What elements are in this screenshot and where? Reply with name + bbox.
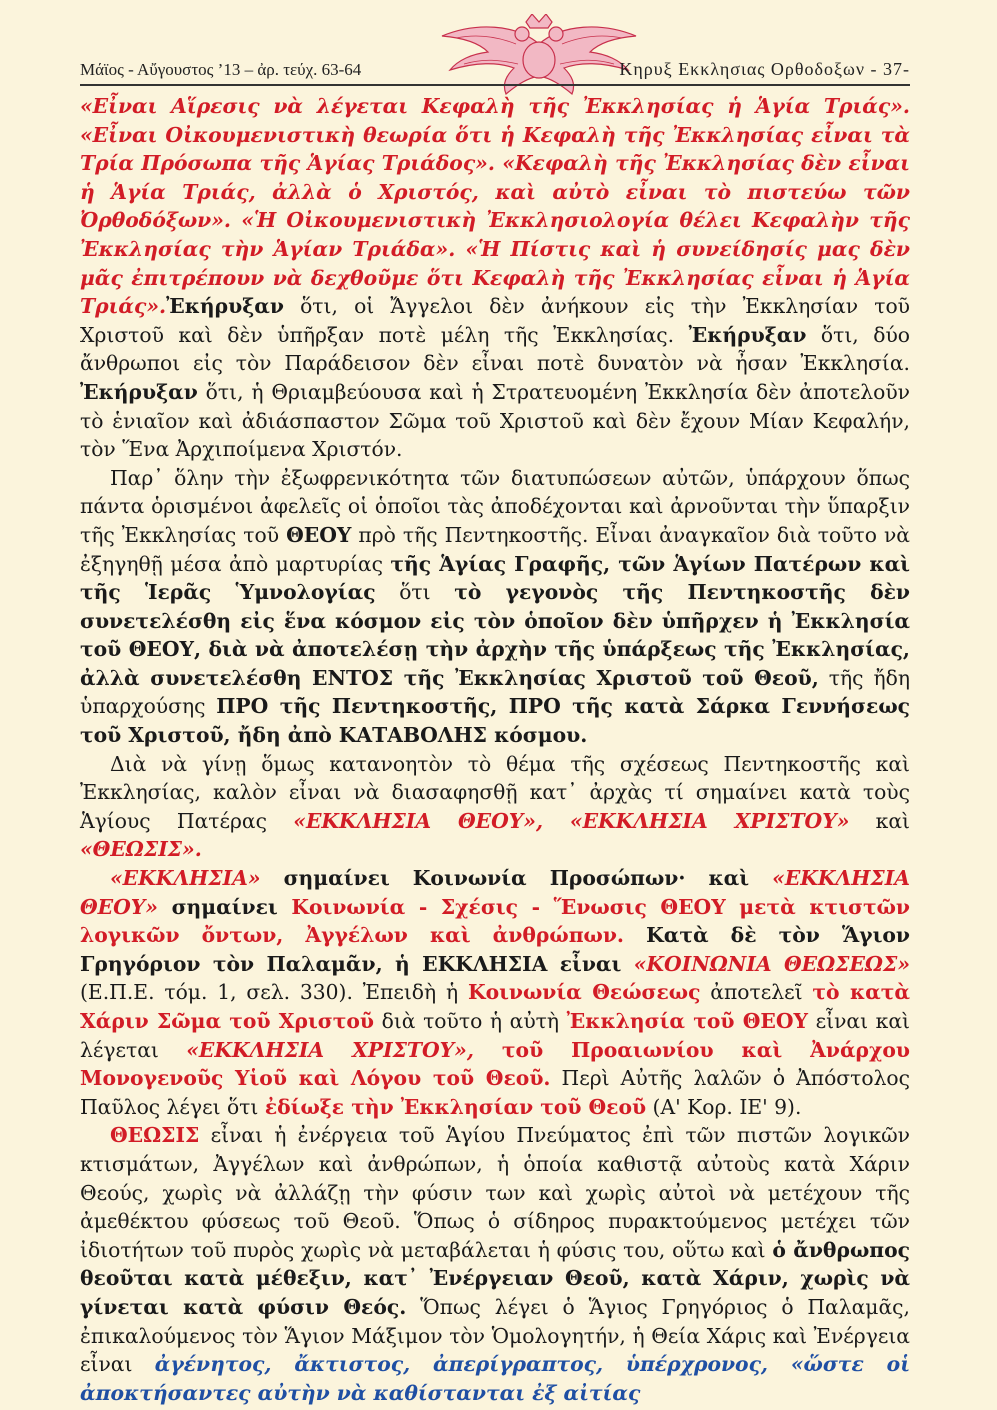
keyword-ekiryxan: Ἐκήρυξαν: [166, 294, 284, 319]
quoted-statements: «Εἶναι Αἵρεσις νὰ λέγεται Κεφαλὴ τῆς Ἐκκλησίας ἡ Ἁγία Τριάς». «Εἶναι Οἰκουμενιστικὴ θεωρία ὅτι ἡ Κεφαλὴ τῆς Ἐκκλησίας εἶναι τὰ Τρία Πρόσωπα τῆς Ἁγίας Τριάδος». «Κεφαλὴ τῆς Ἐκκλησίας δὲν εἶναι ἡ Ἁγία Τριάς, ἀλλὰ ὁ Χριστός, καὶ αὐτὸ εἶναι τὸ πιστεύω τῶν Ὀρθοδόξων». «Ἡ Οἰκουμενιστικὴ Ἐκκλησιολογία θέλει Κεφαλὴν τῆς Ἐκκλησίας τὴν Ἁγίαν Τριάδα». «Ἡ Πίστις καὶ ἡ συνείδησίς μας δὲν μᾶς ἐπιτρέπουν νὰ δεχθοῦμε ὅτι Κεφαλὴ τῆς Ἐκκλησίας εἶναι ἡ Ἁγία Τριάς».: [80, 94, 910, 319]
text: πρὸ τῆς Πεντηκοστῆς. Εἶναι ἀναγκαῖον διὰ τοῦτο νὰ ἐξηγηθῇ μέσα ἀπὸ μαρτυρίας: [80, 522, 910, 576]
page-header: [80, 38, 910, 86]
emphasis: σημαίνει: [157, 894, 292, 919]
text: εἶναι ἡ ἐνέργεια τοῦ Ἁγίου Πνεύματος ἐπὶ τῶν πιστῶν λογικῶν κτισμάτων, Ἀγγέλων καὶ ἀνθρώπων, ἡ ὁποία καθιστᾷ αὐτοὺς κατὰ Χάριν Θεούς, χωρὶς νὰ ἀλλάζῃ τὴν φύσιν των καὶ χωρὶς αὐτοὶ νὰ μετέχουν τῆς ἀμεθέκτου φύσεως τοῦ Θεοῦ. Ὅπως ὁ σίδηρος πυρακτούμενος μετέχει τῶν ἰδιοτήτων τοῦ πυρὸς χωρὶς νὰ μεταβάλεται ἡ φύσις του, οὕτω καὶ: [80, 1123, 910, 1262]
text: Διὰ νὰ γίνῃ ὅμως κατανοητὸν τὸ θέμα τῆς σχέσεως Πεντηκοστῆς καὶ Ἐκκλησίας, καλὸν εἶναι νὰ διασαφησθῇ κατ᾽ ἀρχὰς τί σημαίνει κατὰ τοὺς Ἁγίους Πατέρας: [80, 751, 910, 833]
red-emphasis: ΘΕΩΣΙΣ: [110, 1123, 200, 1148]
red-emphasis: «ΕΚΚΛΗΣΙΑ ΧΡΙΣΤΟΥ»,: [186, 1037, 474, 1062]
red-emphasis: «ΕΚΚΛΗΣΙΑ»: [110, 866, 261, 891]
text: (Α' Κορ. ΙΕ' 9).: [646, 1094, 802, 1119]
emphasis: ΠΡΟ τῆς Πεντηκοστῆς, ΠΡΟ τῆς κατὰ Σάρκα Γεννήσεως τοῦ Χριστοῦ, ἤδη ἀπὸ ΚΑΤΑΒΟΛΗΣ κόσμου.: [80, 694, 910, 748]
journal-title-page-number: Κηρυξ Εκκλησιας Ορθοδοξων - 37-: [619, 59, 910, 79]
red-emphasis: «ΕΚΚΛΗΣΙΑ ΘΕΟΥ»: [80, 866, 910, 919]
blue-emphasis: ἀγένητος, ἄκτιστος, ἀπερίγραπτος, ὑπέρχρονος, «ὥστε οἱ ἀποκτήσαντες αὐτὴν νὰ καθίστανται ἐξ αἰτίας: [80, 1352, 911, 1405]
emphasis: τὸ γεγονὸς τῆς Πεντηκοστῆς δὲν συνετελέσθη εἰς ἕνα κόσμον εἰς τὸν ὁποῖον δὲν ὑπῆρχεν ἡ Ἐκκλησία τοῦ ΘΕΟΥ, διὰ νὰ ἀποτελέσῃ τὴν ἀρχὴν τῆς ὑπάρξεως τῆς Ἐκκλησίας, ἀλλὰ συνετελέσθη ΕΝΤΟΣ τῆς Ἐκκλησίας Χριστοῦ τοῦ Θεοῦ,: [80, 580, 911, 690]
red-emphasis: «ΕΚΚΛΗΣΙΑ ΘΕΟΥ», «ΕΚΚΛΗΣΙΑ ΧΡΙΣΤΟΥ»: [293, 808, 850, 833]
text: εἶναι καὶ λέγεται: [80, 1009, 910, 1062]
emphasis: Κατὰ δὲ τὸν Ἅγιον Γρηγόριον τὸν Παλαμᾶν, ἡ ΕΚΚΛΗΣΙΑ εἶναι: [80, 923, 910, 976]
text: τῆς ἤδη ὑπαρχούσης: [80, 665, 910, 719]
article-body: [80, 92, 910, 1407]
red-emphasis: Κοινωνία Θεώσεως: [467, 980, 701, 1005]
red-emphasis: τὸ κατὰ Χάριν Σῶμα τοῦ Χριστοῦ: [80, 980, 910, 1033]
keyword-ekiryxan: Ἐκήρυξαν: [80, 379, 198, 404]
text: Περὶ Αὐτῆς λαλῶν ὁ Ἀπόστολος Παῦλος λέγει ὅτι: [80, 1066, 910, 1119]
text: ὅτι, οἱ Ἄγγελοι δὲν ἀνήκουν εἰς τὴν Ἐκκλησίαν τοῦ Χριστοῦ καὶ δὲν ὑπῆρξαν ποτὲ μέλη τῆς Ἐκκλησίας.: [80, 294, 910, 347]
red-emphasis: Ἐκκλησία τοῦ ΘΕΟΥ: [566, 1009, 808, 1033]
text: Ὅπως λέγει ὁ Ἅγιος Γρηγόριος ὁ Παλαμᾶς, ἐπικαλούμενος τὸν Ἅγιον Μάξιμον τὸν Ὁμολογητήν, ἡ Θεία Χάρις καὶ Ἐνέργεια εἶναι: [80, 1294, 910, 1377]
text: ἀποτελεῖ: [700, 980, 813, 1005]
red-emphasis: ἐδίωξε τὴν Ἐκκλησίαν τοῦ Θεοῦ: [264, 1094, 647, 1119]
paragraph-1: [80, 92, 910, 464]
paragraph-5: [80, 1121, 910, 1407]
issue-info: Μάϊος - Αὔγουστος ’13 – ἀρ. τεύχ. 63-64: [80, 60, 362, 79]
paragraph-2: [80, 464, 910, 750]
red-emphasis: τοῦ Προαιωνίου καὶ Ἀνάρχου Μονογενοῦς Υἱοῦ καὶ Λόγου τοῦ Θεοῦ.: [80, 1037, 910, 1091]
keyword-ekiryxan: Ἐκήρυξαν: [688, 322, 807, 347]
text: ὅτι, δύο ἄνθρωποι εἰς τὸν Παράδεισον δὲν εἶναι ποτὲ δυνατὸν νὰ ἦσαν Ἐκκλησία.: [80, 322, 910, 376]
text: Παρ᾽ ὅλην τὴν ἐξωφρενικότητα τῶν διατυπώσεων αὐτῶν, ὑπάρχουν ὅπως πάντα ὁρισμένοι ἀφελεῖς οἱ ὁποῖοι τὰς ἀποδέχονται καὶ ἀρνοῦνται τὴν ὕπαρξιν τῆς Ἐκκλησίας τοῦ: [80, 465, 910, 547]
paragraph-3: [80, 750, 910, 864]
emphasis: σημαίνει Κοινωνία Προσώπων· καὶ: [260, 866, 773, 891]
emphasis: ΘΕΟΥ: [286, 522, 352, 547]
text: (Ε.Π.Ε. τόμ. 1, σελ. 330). Ἐπειδὴ ἡ: [80, 980, 468, 1005]
text: ὅτι, ἡ Θριαμβεύουσα καὶ ἡ Στρατευομένη Ἐκκλησία δὲν ἀποτελοῦν τὸ ἑνιαῖον καὶ ἀδιάσπαστον Σῶμα τοῦ Χριστοῦ καὶ δὲν ἔχουν Μίαν Κεφαλήν, τὸν Ἕνα Ἀρχιποίμενα Χριστόν.: [80, 379, 910, 462]
text: καὶ: [849, 808, 910, 833]
red-emphasis: «ΚΟΙΝΩΝΙΑ ΘΕΩΣΕΩΣ»: [633, 951, 910, 976]
red-emphasis: «ΘΕΩΣΙΣ».: [80, 837, 202, 862]
emphasis: ὁ ἄνθρωπος θεοῦται κατὰ μέθεξιν, κατ᾽ Ἐνέργειαν Θεοῦ, κατὰ Χάριν, χωρὶς νὰ γίνεται κατὰ φύσιν Θεός.: [80, 1237, 910, 1319]
text: ὅτι: [375, 580, 455, 605]
emphasis: τῆς Ἁγίας Γραφῆς, τῶν Ἁγίων Πατέρων καὶ τῆς Ἱερᾶς Ὑμνολογίας: [80, 551, 910, 605]
header-rule: [80, 84, 910, 86]
text: διὰ τοῦτο ἡ αὐτὴ: [374, 1009, 567, 1033]
red-emphasis: Κοινωνία - Σχέσις - Ἕνωσις ΘΕΟΥ μετὰ κτιστῶν λογικῶν ὄντων, Ἀγγέλων καὶ ἀνθρώπων.: [80, 894, 910, 948]
paragraph-4: [80, 864, 910, 1121]
